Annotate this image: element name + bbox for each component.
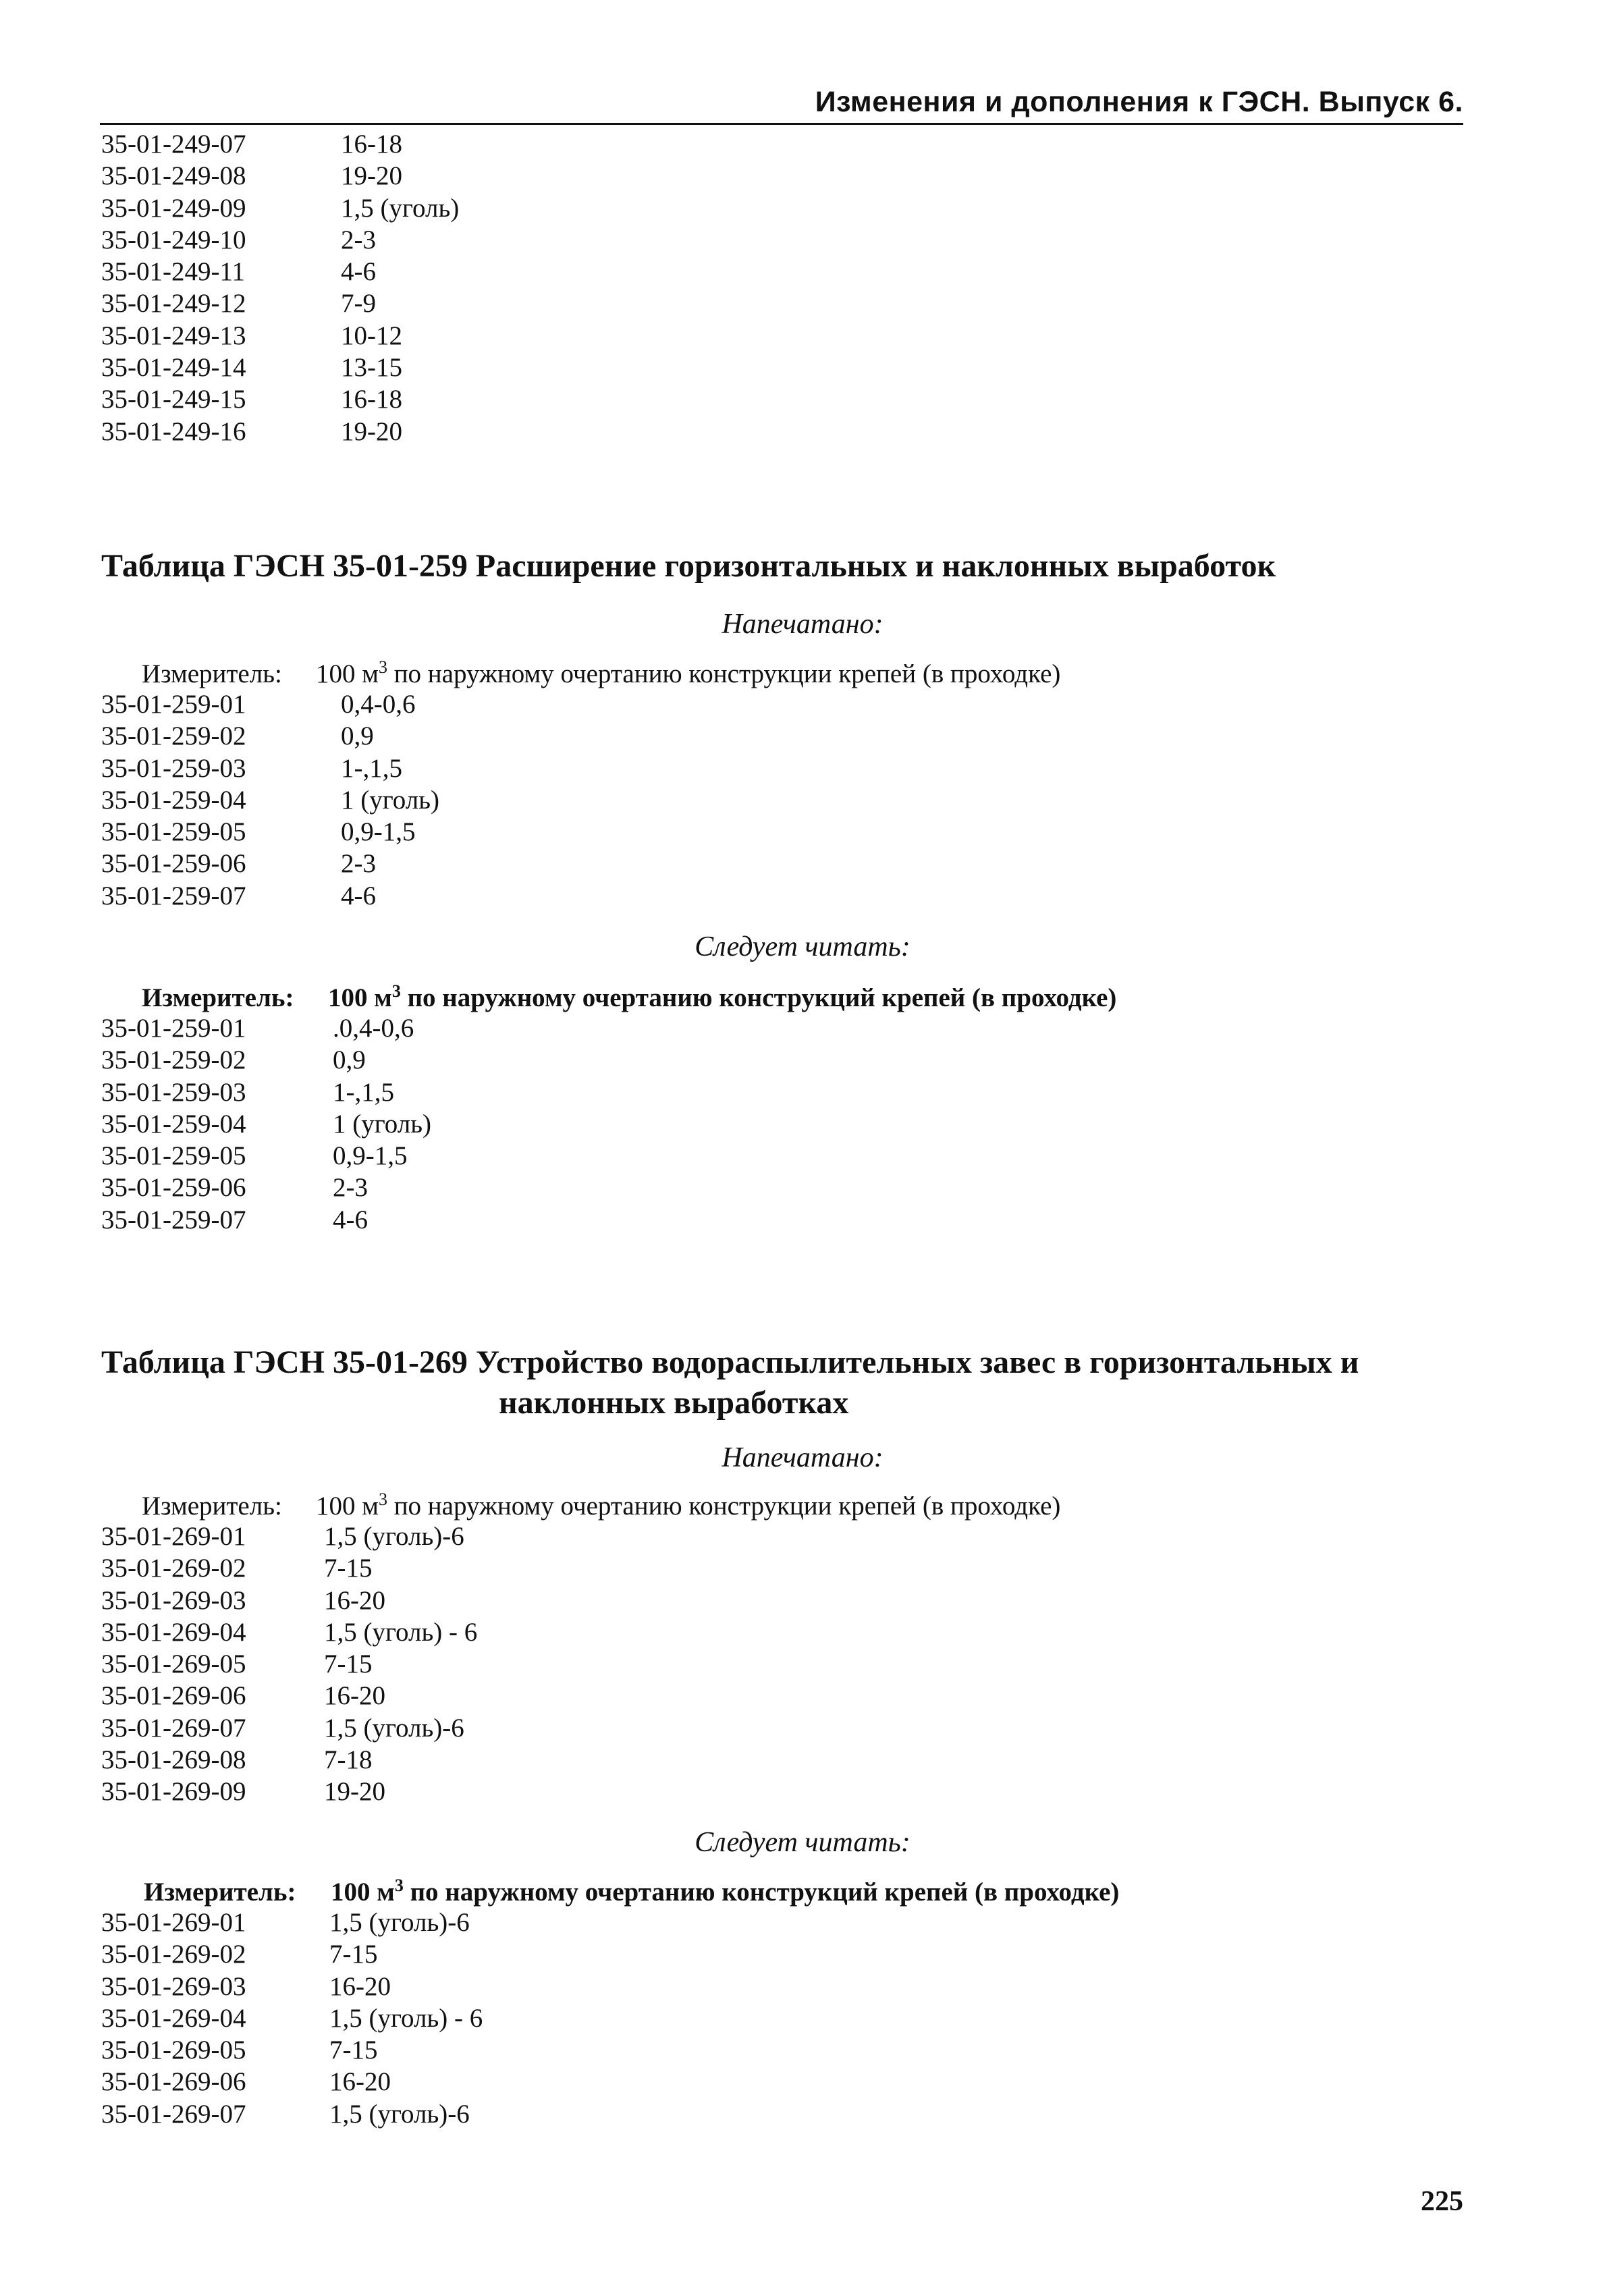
meter-unit-group <box>316 658 1060 690</box>
section-259-corrected-label: Следует читать: <box>695 931 910 962</box>
row-code: 35-01-249-13 <box>101 321 246 350</box>
row-value: 16-18 <box>341 130 402 159</box>
row-code: 35-01-249-11 <box>101 257 246 287</box>
row-value: 7-15 <box>324 1554 373 1583</box>
meter-label: Измеритель: <box>144 1878 296 1907</box>
row-code: 35-01-259-02 <box>101 1045 246 1075</box>
meter-unit-sup: 3 <box>394 1876 404 1895</box>
row-code: 35-01-269-06 <box>101 2067 246 2097</box>
row-value: 16-18 <box>341 385 402 414</box>
row-code: 35-01-259-07 <box>101 1205 246 1234</box>
row-value: 1,5 (уголь) - 6 <box>324 1617 478 1647</box>
row-value: 0,9 <box>341 721 374 751</box>
row-value: 4-6 <box>341 257 376 287</box>
meter-description: по наружному очертанию конструкций крепей (в проходке) <box>403 1878 1120 1907</box>
meter-label: Измеритель: <box>142 983 294 1012</box>
row-code: 35-01-269-01 <box>101 1522 246 1551</box>
row-code: 35-01-269-02 <box>101 1554 246 1583</box>
row-code: 35-01-249-08 <box>101 161 246 191</box>
row-code: 35-01-259-01 <box>101 1014 246 1043</box>
row-code: 35-01-259-03 <box>101 1077 246 1107</box>
row-value: 1,5 (уголь) <box>341 193 460 223</box>
row-code: 35-01-259-05 <box>101 1141 246 1171</box>
row-value: 19-20 <box>324 1777 385 1807</box>
row-code: 35-01-259-03 <box>101 753 246 783</box>
row-value: 7-9 <box>341 289 376 319</box>
row-code: 35-01-269-03 <box>101 1971 246 2001</box>
row-code: 35-01-269-01 <box>101 1908 246 1937</box>
row-code: 35-01-249-09 <box>101 193 246 223</box>
row-value: 0,9 <box>333 1045 366 1075</box>
meter-label: Измеритель: <box>142 659 282 688</box>
section-259-title: Таблица ГЭСН 35-01-259 Расширение горизонтальных и наклонных выработок <box>101 548 1276 584</box>
meter-unit: 100 м <box>331 1878 395 1907</box>
meter-label: Измеритель: <box>142 1492 282 1521</box>
meter-unit-sup: 3 <box>378 657 387 677</box>
row-value: 13-15 <box>341 353 402 383</box>
row-value: 1,5 (уголь)-6 <box>329 1908 470 1937</box>
section-269-corrected-meter <box>144 1876 1120 1908</box>
row-code: 35-01-269-05 <box>101 1649 246 1679</box>
row-code: 35-01-259-05 <box>101 817 246 847</box>
section-269-corrected-label: Следует читать: <box>695 1827 910 1858</box>
row-value: 0,9-1,5 <box>333 1141 408 1171</box>
row-value: 10-12 <box>341 321 402 350</box>
page-number: 225 <box>1421 2186 1463 2217</box>
row-value: 19-20 <box>341 161 402 191</box>
meter-unit: 100 м <box>328 983 392 1012</box>
meter-unit: 100 м <box>316 1492 379 1521</box>
row-code: 35-01-269-09 <box>101 1777 246 1807</box>
meter-description: по наружному очертанию конструкции крепей (в проходке) <box>387 1492 1061 1521</box>
row-value: 16-20 <box>324 1585 385 1615</box>
row-code: 35-01-269-07 <box>101 1713 246 1743</box>
meter-unit-sup: 3 <box>378 1489 387 1509</box>
row-value: 4-6 <box>333 1205 368 1234</box>
row-value: 1-,1,5 <box>333 1077 394 1107</box>
row-code: 35-01-269-08 <box>101 1745 246 1775</box>
row-code: 35-01-249-07 <box>101 130 246 159</box>
meter-unit-group <box>328 982 1116 1014</box>
row-value: 7-15 <box>324 1649 373 1679</box>
row-value: 2-3 <box>341 225 376 254</box>
meter-unit-sup: 3 <box>391 981 401 1001</box>
row-code: 35-01-259-06 <box>101 1173 246 1203</box>
row-value: 1,5 (уголь)-6 <box>324 1522 464 1551</box>
meter-description: по наружному очертанию конструкций крепей (в проходке) <box>400 983 1117 1012</box>
row-code: 35-01-249-15 <box>101 385 246 414</box>
running-header <box>100 82 1463 125</box>
row-value: 0,4-0,6 <box>341 690 416 719</box>
row-code: 35-01-259-04 <box>101 785 246 815</box>
row-value: 2-3 <box>341 849 376 879</box>
row-code: 35-01-259-07 <box>101 881 246 910</box>
section-269-title-line2: наклонных выработках <box>499 1385 849 1421</box>
meter-unit: 100 м <box>316 659 379 688</box>
row-value: 7-18 <box>324 1745 373 1775</box>
row-value: 1 (уголь) <box>341 785 439 815</box>
row-code: 35-01-259-01 <box>101 690 246 719</box>
row-value: 2-3 <box>333 1173 368 1203</box>
row-code: 35-01-259-06 <box>101 849 246 879</box>
row-code: 35-01-249-14 <box>101 353 246 383</box>
row-value: 19-20 <box>341 416 402 446</box>
row-value: 7-15 <box>329 2035 378 2065</box>
row-value: 1-,1,5 <box>341 753 402 783</box>
row-value: 16-20 <box>329 1971 391 2001</box>
section-259-corrected-meter <box>142 981 1117 1014</box>
row-value: 0,9-1,5 <box>341 817 416 847</box>
row-code: 35-01-269-05 <box>101 2035 246 2065</box>
row-value: .0,4-0,6 <box>333 1014 414 1043</box>
section-259-printed-meter <box>142 657 1061 690</box>
row-value: 7-15 <box>329 1940 378 1969</box>
row-value: 1,5 (уголь)-6 <box>329 2099 470 2129</box>
section-269-title-line1: Таблица ГЭСН 35-01-269 Устройство водораспылительных завес в горизонтальных и <box>101 1344 1359 1380</box>
row-code: 35-01-259-04 <box>101 1109 246 1139</box>
row-code: 35-01-269-04 <box>101 2003 246 2033</box>
section-259-printed-label: Напечатано: <box>722 609 883 640</box>
row-code: 35-01-249-12 <box>101 289 246 319</box>
meter-unit-group <box>316 1490 1060 1522</box>
row-value: 1,5 (уголь)-6 <box>324 1713 464 1743</box>
row-code: 35-01-269-02 <box>101 1940 246 1969</box>
row-code: 35-01-249-16 <box>101 416 246 446</box>
row-value: 16-20 <box>329 2067 391 2097</box>
section-269-printed-meter <box>142 1489 1061 1522</box>
row-value: 1 (уголь) <box>333 1109 431 1139</box>
meter-unit-group <box>331 1876 1119 1908</box>
row-code: 35-01-269-06 <box>101 1681 246 1711</box>
header-title: Изменения и дополнения к ГЭСН. Выпуск 6. <box>815 86 1463 118</box>
row-code: 35-01-249-10 <box>101 225 246 254</box>
row-code: 35-01-259-02 <box>101 721 246 751</box>
meter-description: по наружному очертанию конструкции крепей (в проходке) <box>387 659 1061 688</box>
row-code: 35-01-269-03 <box>101 1585 246 1615</box>
row-value: 16-20 <box>324 1681 385 1711</box>
row-code: 35-01-269-07 <box>101 2099 246 2129</box>
row-code: 35-01-269-04 <box>101 1617 246 1647</box>
row-value: 4-6 <box>341 881 376 910</box>
row-value: 1,5 (уголь) - 6 <box>329 2003 483 2033</box>
section-269-printed-label: Напечатано: <box>722 1442 883 1473</box>
